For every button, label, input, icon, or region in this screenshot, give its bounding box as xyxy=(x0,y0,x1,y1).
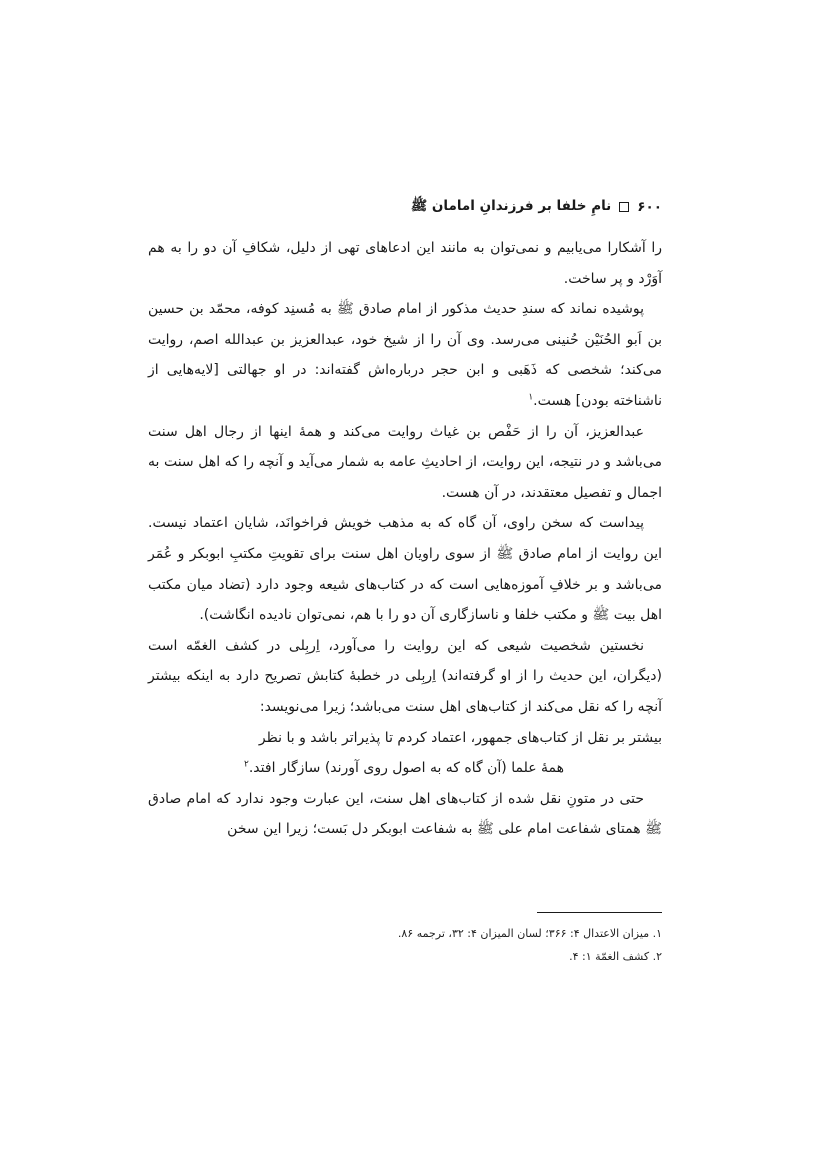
paragraph: عبدالعزیز، آن را از حَفْص بن غیاث روایت می‌کند و همهٔ اینها از رجال اهل سنت می‌باشد و در نتیجه، این روایت، از احادیثِ عامه به شمار می‌آید و آنچه را که اهل سنت به اجمال و تفصیل معتقدند، در آن هست. xyxy=(148,423,662,501)
footnotes xyxy=(148,922,662,968)
page-header xyxy=(162,196,662,218)
running-title: نامِ خلفا بر فرزندانِ امامان ﷺ xyxy=(410,198,612,214)
paragraph: نخستین شخصیت شیعی که این روایت را می‌آورد، اِربِلی در کشف الغمّه است (دیگران، این حدیث را از او گرفته‌اند) اِربِلی در خطبهٔ کتابش تصریح دارد به اینکه بیشتر آنچه را که نقل می‌کند از کتاب‌های اهل سنت می‌باشد؛ زیرا می‌نویسد: xyxy=(148,637,662,715)
quote-text: همهٔ علما (آن گاه که به اصول روی آورند) سازگار افتد. xyxy=(248,760,564,777)
footnote-marker: ۲ xyxy=(244,759,249,770)
paragraph: را آشکارا می‌یابیم و نمی‌توان به مانند این ادعاهای تهی از دلیل، شکافِ آن دو را به هم آوَرْد و پر ساخت. xyxy=(148,240,662,287)
paragraph: پیداست که سخن راوی، آن گاه که به مذهب خویش فراخوانَد، شایان اعتماد نیست. این روایت از امام صادق ﷺ از سوی راویان اهل سنت برای تقویتِ مکتبِ ابوبکر و عُمَر می‌باشد و بر خلافِ آموزه‌هایی است که در کتاب‌های شیعه وجود دارد (تضاد میان مکتب اهل بیت ﷺ و مکتب خلفا و ناسازگاری آن دو را با هم، نمی‌توان نادیده انگاشت). xyxy=(148,515,662,624)
footnote: ۱. میزان الاعتدال ۴: ۳۶۶؛ لسان المیزان ۴: ۳۲، ترجمه ۸۶. xyxy=(397,927,662,940)
page-number: ۶۰۰ xyxy=(637,199,662,215)
block-quote-line xyxy=(148,753,662,784)
square-bullet-icon xyxy=(619,202,629,212)
footnote: ۲. کشف الغمّة ۱: ۴. xyxy=(569,950,662,963)
paragraph xyxy=(148,294,662,416)
block-quote-line: بیشتر بر نقل از کتاب‌های جمهور، اعتماد کردم تا پذیراتر باشد و با نظر xyxy=(258,729,662,746)
paragraph-text: پوشیده نماند که سندِ حدیث مذکور از امام صادق ﷺ به مُسنِد کوفه، محمّد بن حسین بن اَبو الحُنَیْن حُنینی می‌رسد. وی آن را از شیخ خود، عبدالعزیز بن عبدالله اصم، روایت می‌کند؛ شخصی که ذَهَبی و ابن حجر درباره‌اش گفته‌اند: در او جهالتی [لایه‌هایی از ناشناخته بودن] هست. xyxy=(148,301,662,409)
body-text xyxy=(148,233,662,845)
footnote-marker: ۱ xyxy=(528,392,534,403)
paragraph: حتی در متونِ نقل شده از کتاب‌های اهل سنت، این عبارت وجود ندارد که امام صادق ﷺ همتای شفاعت امام علی ﷺ به شفاعت ابوبکر دل بَست؛ زیرا این سخن xyxy=(148,790,662,838)
footnote-divider xyxy=(537,912,662,913)
